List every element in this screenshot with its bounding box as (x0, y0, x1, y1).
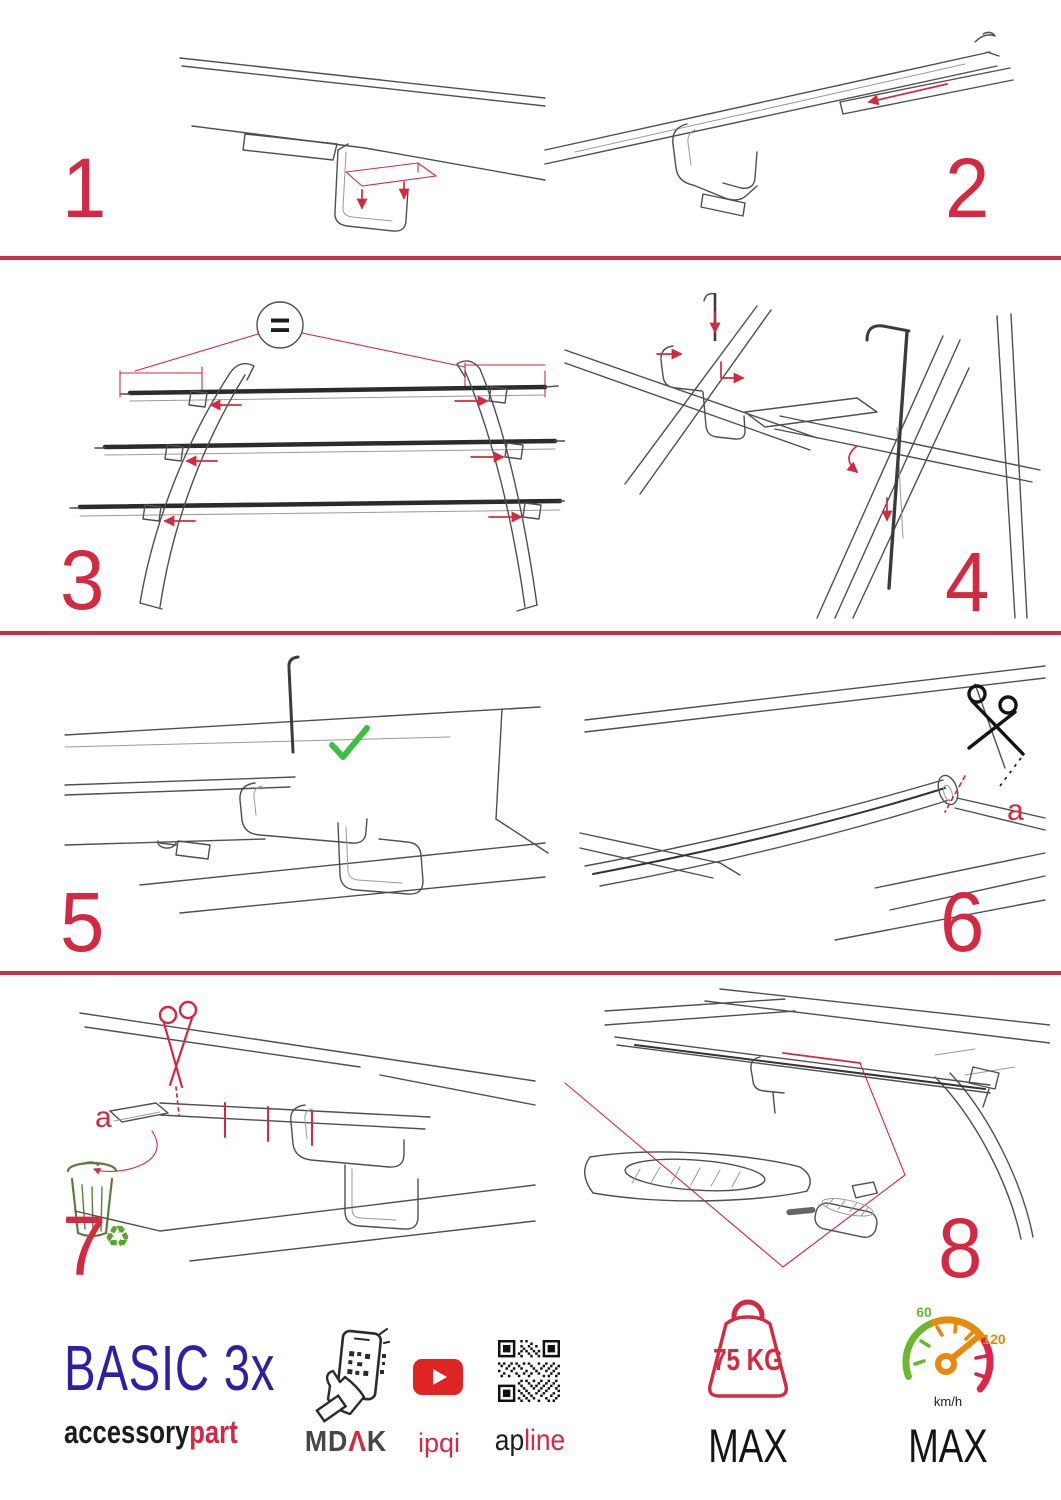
cross-bars (70, 386, 565, 516)
ceiling-lines (80, 1013, 535, 1105)
step5-illustration (50, 645, 550, 969)
step-number-4: 4 (945, 535, 988, 629)
speed-60-label: 60 (916, 1304, 932, 1320)
clamp-foot (335, 144, 408, 231)
weight-max-label: MAX (708, 1419, 788, 1472)
step-number-1: 1 (62, 141, 105, 235)
cross-bar-end (585, 773, 1045, 886)
cut-line (945, 776, 965, 812)
brand-name (64, 1416, 238, 1448)
door-frame (817, 314, 1027, 618)
step-number-2: 2 (945, 141, 988, 235)
discard-arrow (94, 1131, 157, 1171)
brand-name-black: accessory (64, 1414, 190, 1450)
bar-slot-detail (585, 1152, 811, 1201)
rubber-pad-insert (346, 163, 436, 208)
recycle-icon: ♻ (104, 1220, 131, 1255)
mdak-k: K (366, 1426, 388, 1458)
brand-name-red: part (189, 1414, 238, 1450)
screw (704, 294, 715, 340)
hex-key (289, 657, 298, 752)
speed-120-label: 120 (982, 1331, 1006, 1347)
scissors-icon (969, 686, 1023, 790)
step-number-5: 5 (60, 875, 103, 969)
speed-unit-label: km/h (933, 1394, 963, 1409)
roof-overview (605, 989, 1050, 1239)
clamp-foot (75, 1105, 535, 1261)
equal-sign-icon (257, 302, 303, 348)
step1-illustration (150, 30, 550, 240)
clamp-foot (661, 346, 745, 439)
rail-detail (565, 306, 1040, 494)
mdak-caret: Λ (348, 1426, 367, 1458)
separator-line (0, 971, 1061, 975)
slide-strip (840, 68, 1013, 114)
qr-code (498, 1340, 560, 1402)
separator-line (0, 631, 1061, 635)
speed-max-label: MAX (908, 1419, 988, 1472)
clamp-assembly (158, 783, 423, 894)
cut-label: a (1007, 794, 1024, 827)
step-number-8: 8 (938, 1201, 981, 1295)
mdak-md: MD (304, 1426, 349, 1458)
scissors-icon-red (160, 1002, 196, 1115)
check-icon (332, 728, 367, 757)
step7-illustration (40, 985, 540, 1285)
svg-text:=: = (269, 304, 291, 345)
ipqi-logo: ipqi (417, 1428, 461, 1458)
roof-underside (65, 707, 548, 913)
roof-edge-lines (180, 58, 545, 180)
product-title: BASIC 3x (64, 1332, 276, 1404)
t-bolt-adapter (788, 1166, 886, 1239)
tighten-arrows (849, 446, 887, 520)
youtube-icon (412, 1358, 464, 1396)
apline-logo (484, 1424, 576, 1458)
step3-illustration (45, 285, 565, 615)
mdak-logo (293, 1426, 400, 1459)
excess-strip (110, 1103, 430, 1129)
step-number-3: 3 (60, 533, 103, 627)
hex-key (867, 326, 909, 588)
slide-arrow (869, 84, 947, 102)
clamp-foot (673, 124, 757, 216)
cross-bar (545, 32, 999, 164)
cut-label: a (95, 1101, 112, 1134)
weight-value: 75 KG (713, 1342, 783, 1377)
apline-ap: ap (494, 1424, 525, 1457)
apline-line: line (524, 1424, 566, 1457)
step-number-7: 7 (62, 1199, 105, 1293)
scan-phone-icon (310, 1326, 390, 1424)
speedometer-icon (888, 1300, 1008, 1416)
cut-marks (225, 1103, 312, 1145)
step-number-6: 6 (940, 875, 983, 969)
separator-line (0, 256, 1061, 260)
max-weight-icon (688, 1294, 808, 1408)
